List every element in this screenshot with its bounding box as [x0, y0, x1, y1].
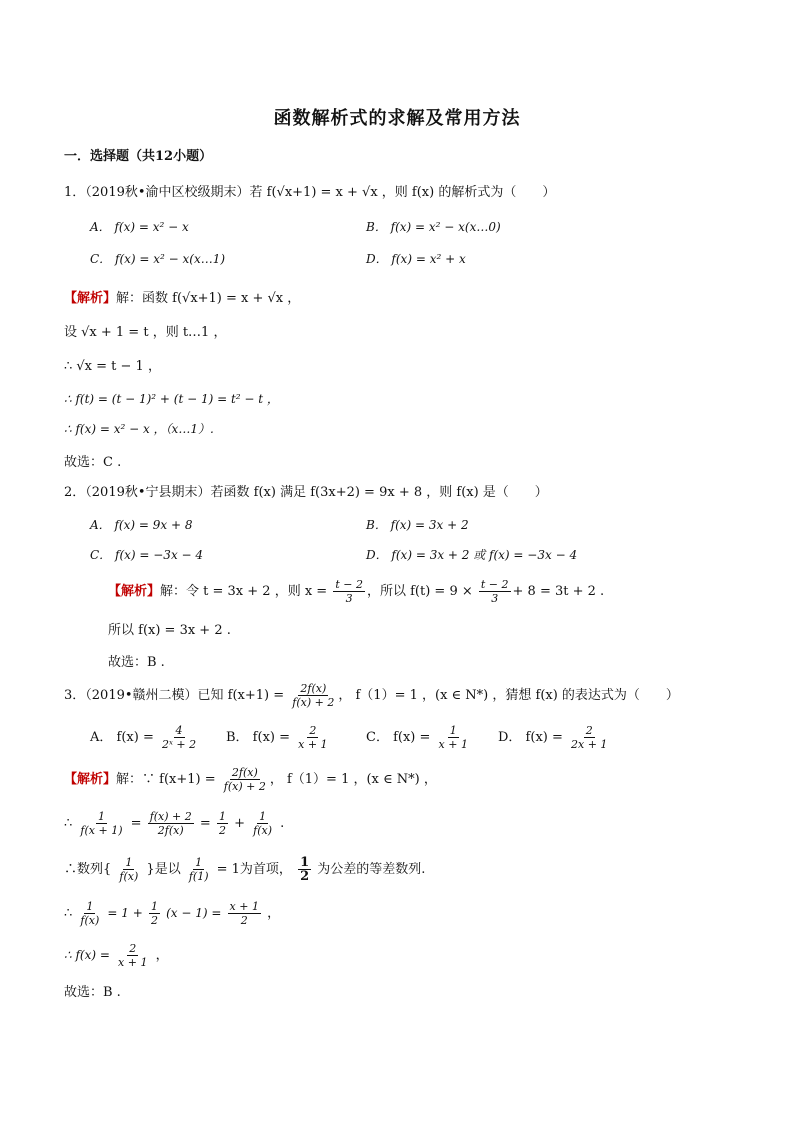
q2-answer: 故选：B . — [108, 655, 165, 670]
q2-solution-text-1a: 解：令 t = 3x + 2 ，则 x = — [160, 584, 328, 599]
fraction-denominator: x + 1 — [118, 956, 148, 969]
equals-sign: = — [199, 816, 211, 831]
fraction-denominator: 2ˣ + 2 — [161, 738, 197, 751]
period: . — [280, 816, 285, 831]
q3-stem — [64, 682, 679, 709]
q2-option-a: A． f(x) = 9x + 8 — [90, 518, 193, 532]
q3-option-c-fraction — [437, 724, 470, 751]
fraction-numerator: 1 — [449, 724, 457, 737]
q3-option-a — [90, 724, 200, 751]
q3-option-b — [226, 724, 332, 751]
sequence-text-b: }是以 — [146, 862, 181, 877]
q3-solution-text-1b: ， f（1）= 1 ，(x ∈ N*) ， — [269, 772, 437, 787]
plus-sign: + — [234, 816, 245, 831]
q3-option-a-label: A． f(x) = — [90, 730, 154, 745]
page-title: 函数解析式的求解及常用方法 — [273, 108, 521, 129]
q1-solution-line-4: ∴ f(t) = (t − 1)² + (t − 1) = t² − t ， — [64, 392, 279, 406]
fraction-denominator: x + 1 — [438, 738, 468, 751]
q2-fraction-x — [333, 578, 365, 605]
q3-option-c — [366, 724, 472, 751]
fraction-numerator: 2f(x) — [300, 682, 327, 695]
q3-option-d-label: D． f(x) = — [498, 730, 563, 745]
q3-option-c-label: C． f(x) = — [366, 730, 431, 745]
fraction-denominator: f(x) + 2 — [223, 780, 266, 793]
fraction-denominator: f(x) — [80, 914, 100, 927]
q1-answer: 故选：C . — [64, 455, 122, 470]
q3-option-d — [498, 724, 611, 751]
q3-option-a-fraction — [160, 724, 198, 751]
q3-stem-b: ， f（1）= 1 ，(x ∈ N*) ，猜想 f(x) 的表达式为（ ） — [338, 688, 679, 703]
q1-analysis-tag: 【解析】 — [64, 291, 117, 306]
equation-part: = 1 + — [107, 906, 143, 920]
q3-s2-fraction-1 — [78, 810, 124, 837]
q1-solution-line-3: ∴ √x = t − 1 ， — [64, 359, 161, 374]
q1-solution-line-1 — [64, 290, 300, 308]
q1-option-a: A． f(x) = x² − x — [90, 220, 189, 234]
q3-solution-line-2 — [64, 810, 284, 837]
q2-analysis-tag: 【解析】 — [108, 584, 161, 599]
fraction-numerator: t − 2 — [335, 578, 363, 591]
equation-part: ∴ f(x) = — [64, 948, 110, 962]
q3-stem-fraction — [290, 682, 336, 709]
q2-fraction-t — [479, 578, 511, 605]
q1-option-d: D． f(x) = x² + x — [366, 252, 466, 266]
q3-solution-line-4 — [64, 900, 280, 927]
therefore-symbol: ∴ — [64, 906, 73, 921]
fraction-numerator: x + 1 — [229, 900, 259, 913]
section-heading: 一．选择题（共12小题） — [64, 149, 213, 164]
fraction-denominator: 3 — [491, 592, 499, 605]
therefore-symbol: ∴ — [64, 816, 73, 831]
q3-s3-fraction-1 — [117, 856, 140, 883]
fraction-numerator: 2 — [309, 724, 317, 737]
fraction-numerator: t − 2 — [480, 578, 509, 591]
fraction-numerator: 2 — [129, 942, 137, 955]
q3-s3-fraction-2 — [187, 856, 211, 883]
q2-stem: 2．（2019秋•宁县期末）若函数 f(x) 满足 f(3x+2) = 9x + 8 ，则 f(x) 是（ ） — [64, 485, 548, 500]
q2-solution-text-1b: ，所以 f(t) = 9 × — [366, 584, 473, 599]
q3-s4-fraction-3 — [228, 900, 261, 927]
fraction-numerator: 1 — [86, 900, 94, 913]
q3-s2-fraction-2 — [148, 810, 194, 837]
fraction-numerator: 2f(x) — [231, 766, 258, 779]
q3-solution-line-3 — [64, 856, 425, 883]
q3-solution-line-5 — [64, 942, 169, 969]
q3-option-d-fraction — [569, 724, 609, 751]
q1-solution-text-1: 解：函数 f(√x+1) = x + √x ， — [116, 291, 301, 306]
q2-option-b: B． f(x) = 3x + 2 — [366, 518, 469, 532]
fraction-numerator: 4 — [175, 724, 183, 737]
fraction-numerator: 2 — [585, 724, 593, 737]
fraction-denominator: f(x) + 2 — [292, 696, 335, 709]
q3-s4-fraction-2 — [149, 900, 160, 927]
q1-option-c: C． f(x) = x² − x(x…1) — [90, 252, 226, 266]
fraction-numerator: 1 — [195, 856, 203, 869]
q3-s4-fraction-1 — [78, 900, 101, 927]
q3-option-b-label: B． f(x) = — [226, 730, 290, 745]
sequence-text-d: 为公差的等差数列. — [317, 862, 426, 877]
fraction-denominator: f(x) — [253, 824, 272, 837]
fraction-denominator: 2 — [240, 914, 248, 927]
q1-stem: 1．（2019秋•渝中区校级期末）若 f(√x+1) = x + √x ，则 f(x) 的解析式为（ ） — [64, 185, 556, 200]
equation-part: (x − 1) = — [166, 906, 222, 920]
q2-option-d: D． f(x) = 3x + 2 或 f(x) = −3x − 4 — [366, 548, 578, 562]
fraction-numerator: f(x) + 2 — [149, 810, 192, 823]
comma: ， — [155, 948, 169, 963]
fraction-numerator: 1 — [259, 810, 267, 823]
fraction-numerator: 1 — [218, 810, 226, 823]
q3-s2-fraction-4 — [251, 810, 274, 837]
sequence-text-a: ∴数列{ — [64, 862, 112, 877]
fraction-denominator: f(x + 1) — [80, 824, 123, 837]
sequence-text-c: = 1为首项， — [216, 862, 292, 877]
q3-solution-line-1 — [64, 766, 437, 793]
q2-solution-line-1 — [108, 578, 604, 605]
q3-stem-a: 3．（2019•赣州二模）已知 f(x+1) = — [64, 688, 285, 703]
fraction-denominator: 2 — [150, 914, 158, 927]
q3-s5-fraction — [116, 942, 149, 969]
q3-answer: 故选：B . — [64, 985, 121, 1000]
q3-s2-fraction-3 — [217, 810, 228, 837]
fraction-numerator: 1 — [300, 855, 310, 870]
q3-analysis-tag: 【解析】 — [64, 772, 117, 787]
comma: ， — [267, 906, 281, 921]
q1-solution-line-2: 设 √x + 1 = t ，则 t…1 ， — [64, 325, 227, 340]
q1-solution-line-5: ∴ f(x) = x² − x ，（x…1）. — [64, 422, 214, 436]
q2-solution-text-1c: + 8 = 3t + 2 . — [512, 584, 605, 599]
q1-option-b: B． f(x) = x² − x(x…0) — [366, 220, 501, 234]
fraction-numerator: 1 — [150, 900, 158, 913]
fraction-denominator: 2f(x) — [157, 824, 184, 837]
q2-option-c: C． f(x) = −3x − 4 — [90, 548, 204, 562]
fraction-denominator: f(x) — [119, 870, 139, 883]
fraction-denominator: 2 — [218, 824, 226, 837]
q2-solution-line-2: 所以 f(x) = 3x + 2 . — [108, 623, 231, 638]
q3-solution-fraction-1 — [222, 766, 268, 793]
q3-s3-fraction-3 — [298, 856, 311, 883]
q3-solution-text-1a: 解：∵ f(x+1) = — [116, 772, 216, 787]
fraction-denominator: 2 — [300, 869, 310, 884]
fraction-denominator: x + 1 — [298, 738, 328, 751]
fraction-denominator: f(1) — [188, 870, 209, 883]
fraction-denominator: 3 — [345, 592, 353, 605]
fraction-numerator: 1 — [97, 810, 105, 823]
fraction-denominator: 2x + 1 — [571, 738, 608, 751]
q3-option-b-fraction — [296, 724, 329, 751]
fraction-numerator: 1 — [125, 856, 133, 869]
equals-sign: = — [130, 816, 142, 831]
